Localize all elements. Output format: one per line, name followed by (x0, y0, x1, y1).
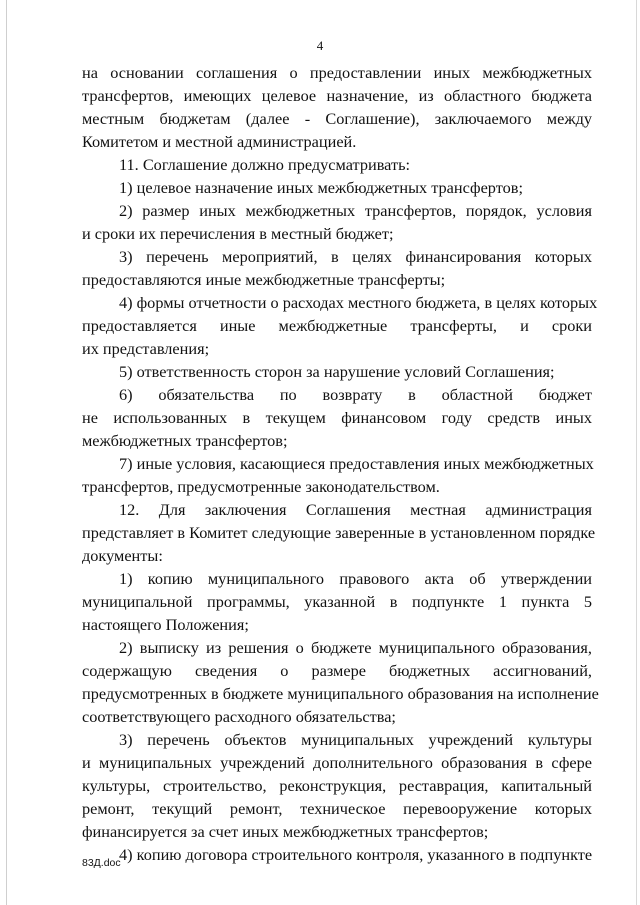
text-line: предоставляются иные межбюджетные трансферты; (82, 270, 446, 289)
list-item: 1) целевое назначение иных межбюджетных трансфертов; (119, 178, 523, 197)
text-line: предусмотренных в бюджете муниципального образования на исполнение (82, 684, 599, 703)
text-line: финансируется за счет иных межбюджетных трансфертов; (82, 822, 489, 841)
text-line: настоящего Положения; (82, 615, 249, 634)
page-right-edge (636, 0, 637, 905)
list-item: 2) выписку из решения о бюджете муниципального образования, (119, 638, 592, 657)
page-left-edge (6, 0, 7, 905)
text-line: не использованных в текущем финансовом году средств иных (82, 408, 592, 427)
list-item: 6) обязательства по возврату в областной бюджет (119, 385, 592, 404)
text-line: содержащую сведения о размере бюджетных ассигнований, (82, 661, 592, 680)
text-line: культуры, строительство, реконструкция, реставрация, капитальный (82, 776, 592, 795)
list-item: 4) формы отчетности о расходах местного бюджета, в целях которых (119, 293, 598, 312)
list-item: 4) копию договора строительного контроля, указанного в подпункте (119, 845, 593, 864)
text-line: и муниципальных учреждений дополнительного образования в сфере (82, 753, 592, 772)
page-number: 4 (316, 38, 324, 53)
list-item: 3) перечень объектов муниципальных учреждений культуры (119, 730, 592, 749)
text-line: трансфертов, имеющих целевое назначение, из областного бюджета (82, 86, 592, 105)
list-item: 5) ответственность сторон за нарушение условий Соглашения; (119, 362, 555, 381)
text-line: ремонт, текущий ремонт, техническое перевооружение которых (82, 799, 592, 818)
text-line: на основании соглашения о предоставлении иных межбюджетных (82, 63, 592, 82)
list-item: 2) размер иных межбюджетных трансфертов, порядок, условия (119, 201, 592, 220)
clause-11-heading: 11. Соглашение должно предусматривать: (119, 155, 411, 174)
list-item: 1) копию муниципального правового акта об утверждении (119, 569, 592, 588)
text-line: муниципальной программы, указанной в подпункте 1 пункта 5 (82, 592, 592, 611)
text-line: представляет в Комитет следующие заверенные в установленном порядке (82, 523, 596, 542)
footer-filename: 83Д.doc (82, 857, 121, 869)
clause-12-heading: 12. Для заключения Соглашения местная администрация (119, 500, 592, 519)
text-line: трансфертов, предусмотренные законодательством. (82, 477, 440, 496)
text-line: предоставляется иные межбюджетные трансферты, и сроки (82, 316, 592, 335)
text-line: Комитетом и местной администрацией. (82, 132, 357, 151)
list-item: 7) иные условия, касающиеся предоставления иных межбюджетных (119, 454, 594, 473)
text-line: документы: (82, 546, 163, 565)
text-line: местным бюджетам (далее - Соглашение), заключаемого между (82, 109, 592, 128)
text-line: межбюджетных трансфертов; (82, 431, 288, 450)
text-line: и сроки их перечисления в местный бюджет; (82, 224, 394, 243)
text-line: соответствующего расходного обязательства; (82, 707, 396, 726)
text-line: их представления; (82, 339, 210, 358)
list-item: 3) перечень мероприятий, в целях финансирования которых (119, 247, 592, 266)
